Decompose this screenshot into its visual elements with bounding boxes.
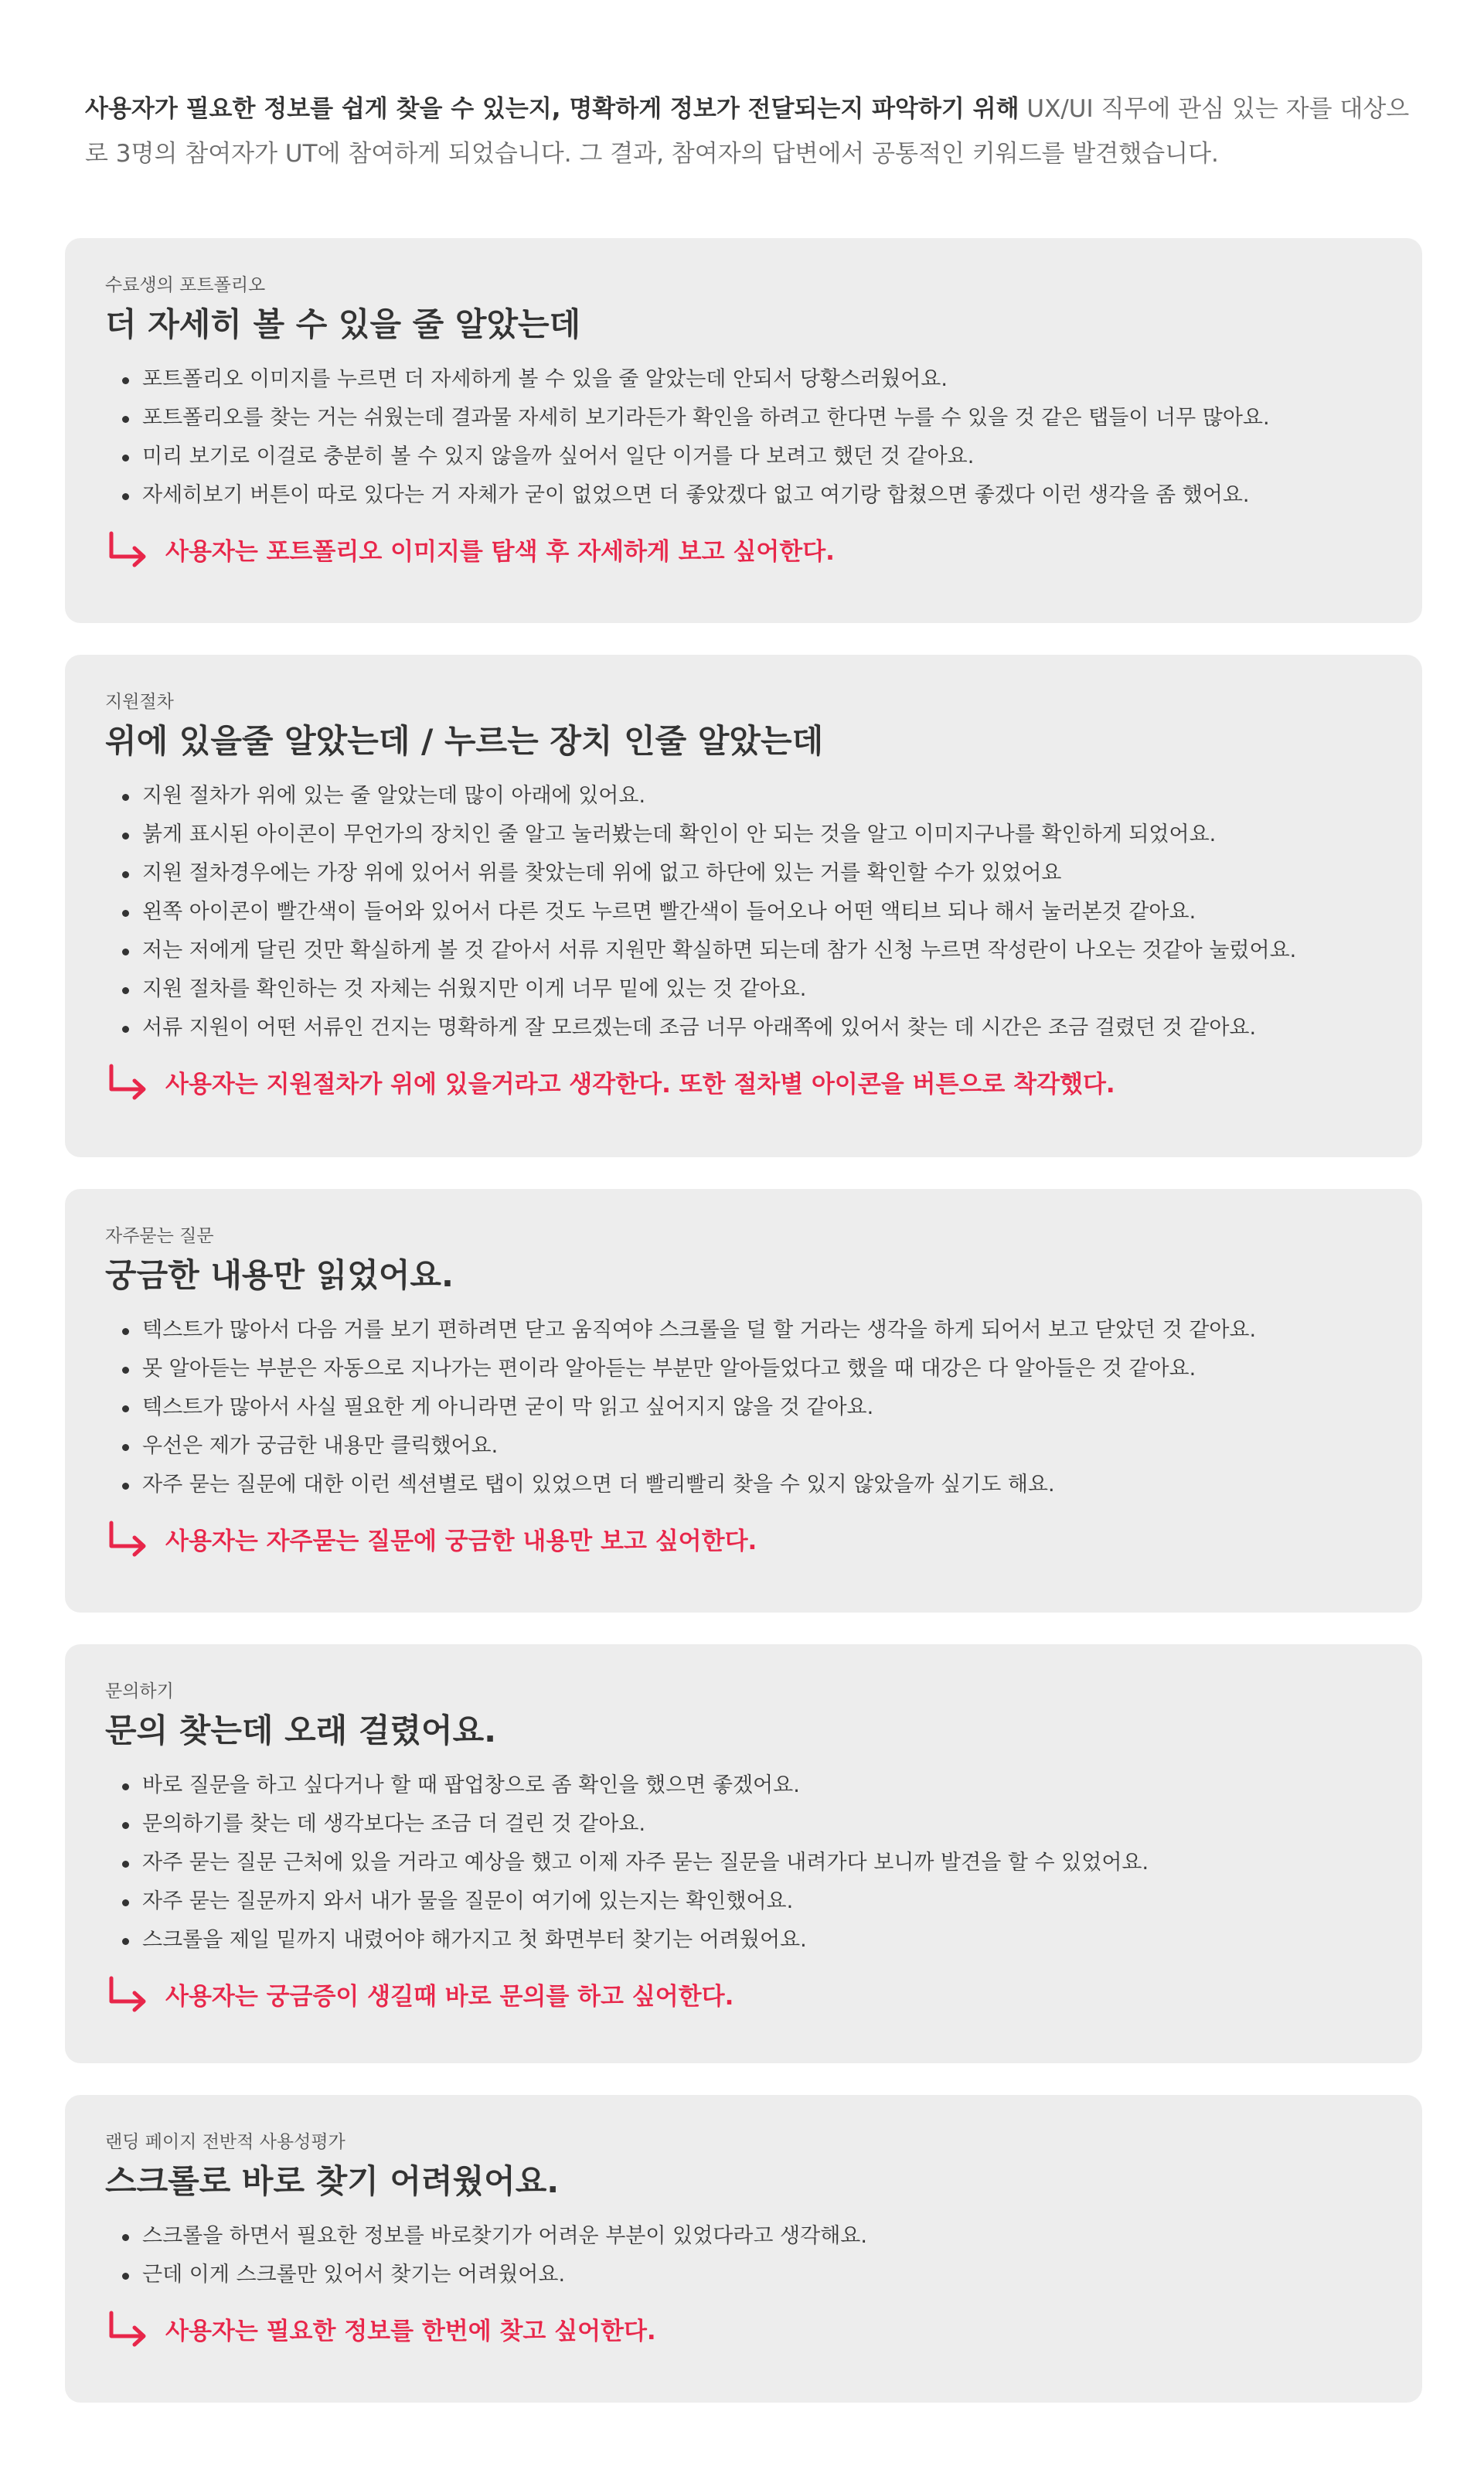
turn-right-arrow-icon	[105, 2308, 151, 2355]
quote-item: 문의하기를 찾는 데 생각보다는 조금 더 걸린 것 같아요.	[122, 1805, 1382, 1844]
quote-item: 왼쪽 아이콘이 빨간색이 들어와 있어서 다른 것도 누르면 빨간색이 들어오나 어떤 액티브 되나 해서 눌러본것 같아요.	[122, 893, 1382, 932]
quote-item: 자주 묻는 질문까지 와서 내가 물을 질문이 여기에 있는지는 확인했어요.	[122, 1882, 1382, 1921]
quote-list	[105, 1311, 1382, 1504]
finding-card-landing-usability	[65, 2095, 1422, 2403]
turn-right-arrow-icon	[105, 1974, 151, 2020]
quote-list	[105, 2217, 1382, 2294]
quote-item: 서류 지원이 어떤 서류인 건지는 명확하게 잘 모르겠는데 조금 너무 아래쪽에 있어서 찾는 데 시간은 조금 걸렸던 것 같아요.	[122, 1009, 1382, 1047]
turn-right-arrow-icon	[105, 1518, 151, 1565]
quote-list	[105, 1766, 1382, 1960]
insight-text: 사용자는 궁금증이 생길때 바로 문의를 하고 싶어한다.	[165, 1983, 734, 2011]
insight-text: 사용자는 지원절차가 위에 있을거라고 생각한다. 또한 절차별 아이콘을 버튼으로 착각했다.	[165, 1071, 1115, 1098]
finding-card-inquiry	[65, 1644, 1422, 2063]
card-title: 위에 있을줄 알았는데 / 누르는 장치 인줄 알았는데	[105, 722, 824, 760]
quote-item: 근데 이게 스크롤만 있어서 찾기는 어려웠어요.	[122, 2256, 1382, 2294]
card-tag: 자주묻는 질문	[105, 1226, 214, 1246]
quote-item: 우선은 제가 궁금한 내용만 클릭했어요.	[122, 1427, 1382, 1466]
quote-item: 지원 절차가 위에 있는 줄 알았는데 많이 아래에 있어요.	[122, 777, 1382, 816]
card-title: 궁금한 내용만 읽었어요.	[105, 1256, 454, 1294]
quote-item: 지원 절차경우에는 가장 위에 있어서 위를 찾았는데 위에 없고 하단에 있는 거를 확인할 수가 있었어요	[122, 854, 1382, 893]
quote-item: 자세히보기 버튼이 따로 있다는 거 자체가 굳이 없었으면 더 좋았겠다 없고 여기랑 합쳤으면 좋겠다 이런 생각을 좀 했어요.	[122, 476, 1382, 515]
finding-card-portfolio	[65, 238, 1422, 623]
insight-text: 사용자는 필요한 정보를 한번에 찾고 싶어한다.	[165, 2318, 656, 2345]
quote-item: 스크롤을 하면서 필요한 정보를 바로찾기가 어려운 부분이 있었다라고 생각해요.	[122, 2217, 1382, 2256]
turn-right-arrow-icon	[105, 529, 151, 575]
quote-list	[105, 777, 1382, 1047]
quote-item: 스크롤을 제일 밑까지 내렸어야 해가지고 첫 화면부터 찾기는 어려웠어요.	[122, 1921, 1382, 1960]
insight-text: 사용자는 자주묻는 질문에 궁금한 내용만 보고 싶어한다.	[165, 1528, 757, 1555]
quote-item: 자주 묻는 질문에 대한 이런 섹션별로 탭이 있었으면 더 빨리빨리 찾을 수 있지 않았을까 싶기도 해요.	[122, 1466, 1382, 1504]
insight-text: 사용자는 포트폴리오 이미지를 탐색 후 자세하게 보고 싶어한다.	[165, 538, 835, 566]
insight-row	[105, 529, 1382, 575]
insight-row	[105, 1518, 1382, 1565]
card-title: 스크롤로 바로 찾기 어려웠어요.	[105, 2162, 560, 2200]
quote-item: 텍스트가 많아서 사실 필요한 게 아니라면 굳이 막 읽고 싶어지지 않을 것 같아요.	[122, 1388, 1382, 1427]
insight-row	[105, 1974, 1382, 2020]
card-tag: 문의하기	[105, 1681, 174, 1701]
intro-rest-text: UX/UI 직무에 관심 있는 자를 대상으로 3명의 참여자가 UT에 참여하게 되었습니다. 그 결과, 참여자의 답변에서 공통적인 키워드를 발견했습니다.	[85, 95, 1410, 168]
card-tag: 지원절차	[105, 692, 174, 712]
quote-item: 포트폴리오 이미지를 누르면 더 자세하게 볼 수 있을 줄 알았는데 안되서 당황스러웠어요.	[122, 360, 1382, 399]
quote-item: 미리 보기로 이걸로 충분히 볼 수 있지 않을까 싶어서 일단 이거를 다 보려고 했던 것 같아요.	[122, 438, 1382, 476]
insight-row	[105, 2308, 1382, 2355]
quote-item: 못 알아듣는 부분은 자동으로 지나가는 편이라 알아듣는 부분만 알아들었다고 했을 때 대강은 다 알아들은 것 같아요.	[122, 1350, 1382, 1388]
quote-item: 텍스트가 많아서 다음 거를 보기 편하려면 닫고 움직여야 스크롤을 덜 할 거라는 생각을 하게 되어서 보고 닫았던 것 같아요.	[122, 1311, 1382, 1350]
card-tag: 수료생의 포트폴리오	[105, 275, 266, 295]
intro-bold-text: 사용자가 필요한 정보를 쉽게 찾을 수 있는지, 명확하게 정보가 전달되는지 파악하기 위해	[85, 95, 1019, 123]
quote-item: 포트폴리오를 찾는 거는 쉬웠는데 결과물 자세히 보기라든가 확인을 하려고 한다면 누를 수 있을 것 같은 탭들이 너무 많아요.	[122, 399, 1382, 438]
finding-card-faq	[65, 1189, 1422, 1613]
insight-row	[105, 1061, 1382, 1108]
quote-item: 바로 질문을 하고 싶다거나 할 때 팝업창으로 좀 확인을 했으면 좋겠어요.	[122, 1766, 1382, 1805]
card-title: 더 자세히 볼 수 있을 줄 알았는데	[105, 305, 581, 343]
quote-list	[105, 360, 1382, 515]
finding-card-application-process	[65, 655, 1422, 1157]
quote-item: 지원 절차를 확인하는 것 자체는 쉬웠지만 이게 너무 밑에 있는 것 같아요.	[122, 970, 1382, 1009]
card-title: 문의 찾는데 오래 걸렸어요.	[105, 1712, 497, 1749]
quote-item: 자주 묻는 질문 근처에 있을 거라고 예상을 했고 이제 자주 묻는 질문을 내려가다 보니까 발견을 할 수 있었어요.	[122, 1844, 1382, 1882]
intro-paragraph	[85, 87, 1414, 176]
card-tag: 랜딩 페이지 전반적 사용성평가	[105, 2132, 345, 2152]
turn-right-arrow-icon	[105, 1061, 151, 1108]
quote-item: 저는 저에게 달린 것만 확실하게 볼 것 같아서 서류 지원만 확실하면 되는데 참가 신청 누르면 작성란이 나오는 것같아 눌렀어요.	[122, 932, 1382, 970]
quote-item: 붉게 표시된 아이콘이 무언가의 장치인 줄 알고 눌러봤는데 확인이 안 되는 것을 알고 이미지구나를 확인하게 되었어요.	[122, 816, 1382, 854]
